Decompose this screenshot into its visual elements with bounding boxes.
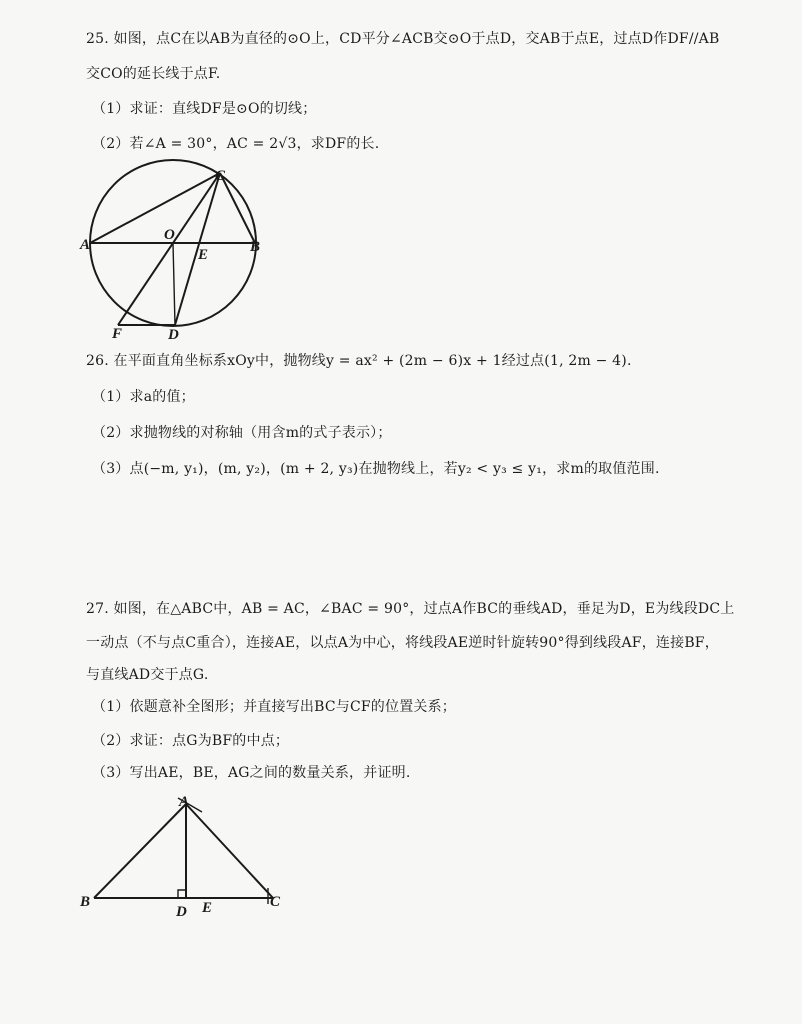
label-e: E (198, 247, 209, 263)
label-c: C (270, 894, 281, 910)
label-f: F (112, 326, 123, 342)
q27-text-line3: 与直线AD交于点G. (86, 667, 209, 683)
q25-text-line1: 25. 如图，点C在以AB为直径的⊙O上，CD平分∠ACB交⊙O于点D，交AB于点E，过点D作DF//AB (86, 31, 720, 47)
q27-part2: （2）求证：点G为BF的中点； (92, 733, 290, 749)
q27-text-line2: 一动点（不与点C重合），连接AE，以点A为中心，将线段AE逆时针旋转90°得到线段AF，连接BF， (86, 635, 719, 651)
segment-ac (186, 804, 273, 898)
q27-triangle-figure (78, 792, 298, 922)
q25-text-line2: 交CO的延长线于点F. (86, 66, 221, 82)
q26-part1: （1）求a的值； (92, 389, 195, 405)
label-d: D (176, 904, 187, 920)
label-d: D (168, 327, 179, 343)
label-b: B (250, 239, 261, 255)
label-e: E (202, 900, 213, 916)
q26-text: 26. 在平面直角坐标系xOy中，抛物线y = ax² + (2m − 6)x + 1经过点(1, 2m − 4). (86, 353, 632, 369)
label-a: A (179, 794, 190, 810)
q26-part3: （3）点(−m, y₁)，(m, y₂)，(m + 2, y₃)在抛物线上，若y₂ < y₃ ≤ y₁，求m的取值范围. (92, 461, 660, 477)
q27-part1: （1）依题意补全图形；并直接写出BC与CF的位置关系； (92, 699, 456, 715)
right-angle-mark (178, 890, 186, 898)
segment-od (173, 243, 175, 325)
q25-part1: （1）求证：直线DF是⊙O的切线； (92, 101, 317, 117)
label-o: O (164, 227, 175, 243)
q25-part2: （2）若∠A = 30°，AC = 2√3，求DF的长. (92, 136, 380, 152)
q27-text-line1: 27. 如图，在△ABC中，AB = AC，∠BAC = 90°，过点A作BC的垂线AD，垂足为D，E为线段DC上 (86, 601, 735, 617)
q26-part2: （2）求抛物线的对称轴（用含m的式子表示）； (92, 425, 392, 441)
label-a: A (80, 237, 91, 253)
q27-part3: （3）写出AE，BE，AG之间的数量关系，并证明. (92, 765, 411, 781)
segment-ab (94, 804, 186, 898)
segment-ac (90, 173, 220, 243)
segment-cb (220, 173, 255, 243)
q25-circle-figure (80, 165, 280, 345)
label-c: C (215, 168, 226, 184)
label-b: B (80, 894, 91, 910)
